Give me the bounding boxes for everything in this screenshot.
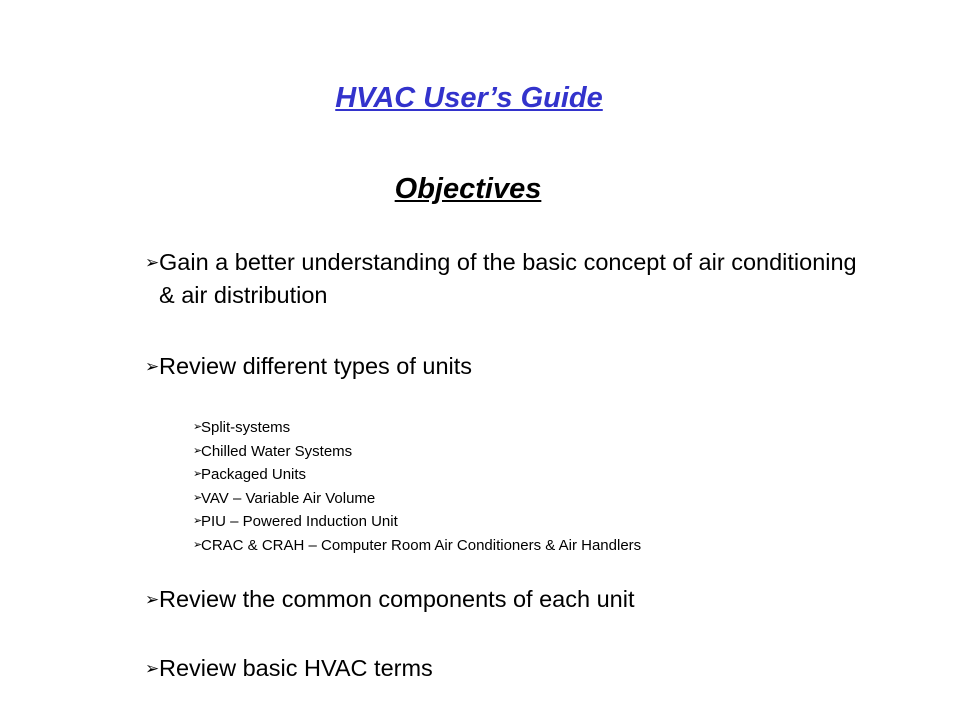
objective-text: Review basic HVAC terms <box>159 655 433 681</box>
unit-type-text: VAV – Variable Air Volume <box>201 489 376 507</box>
arrow-bullet-icon: ➢ <box>193 538 203 551</box>
objectives-heading: Objectives <box>394 173 542 205</box>
slide-title-link[interactable]: HVAC User’s Guide <box>335 82 603 114</box>
arrow-bullet-icon: ➢ <box>193 515 203 527</box>
unit-types-list <box>193 416 843 557</box>
unit-type-item <box>193 510 843 534</box>
unit-type-text: PIU – Powered Induction Unit <box>201 513 398 530</box>
arrow-bullet-icon: ➢ <box>193 444 203 457</box>
objective-item <box>145 652 865 685</box>
arrow-bullet-icon: ➢ <box>145 659 160 678</box>
unit-type-item <box>193 534 843 558</box>
arrow-bullet-icon: ➢ <box>193 468 203 480</box>
objective-text: Review the common components of each unit <box>159 586 635 612</box>
objective-item <box>145 246 865 312</box>
arrow-bullet-icon: ➢ <box>145 253 160 272</box>
unit-type-item <box>193 440 843 464</box>
unit-type-text: Packaged Units <box>201 466 307 483</box>
objective-item <box>145 350 865 383</box>
unit-type-item <box>193 416 843 440</box>
arrow-bullet-icon: ➢ <box>145 590 160 609</box>
arrow-bullet-icon: ➢ <box>193 491 203 504</box>
unit-type-item <box>193 487 843 511</box>
objective-text: Review different types of units <box>159 353 473 379</box>
arrow-bullet-icon: ➢ <box>193 421 203 433</box>
unit-type-item <box>193 463 843 487</box>
objective-item <box>145 583 865 616</box>
arrow-bullet-icon: ➢ <box>145 357 160 376</box>
unit-type-text: Split-systems <box>201 419 291 436</box>
unit-type-text: Chilled Water Systems <box>201 442 353 460</box>
unit-type-text: CRAC & CRAH – Computer Room Air Conditioners & Air Handlers <box>201 536 642 554</box>
objective-text: Gain a better understanding of the basic concept of air conditioning & air distribution <box>159 249 857 308</box>
